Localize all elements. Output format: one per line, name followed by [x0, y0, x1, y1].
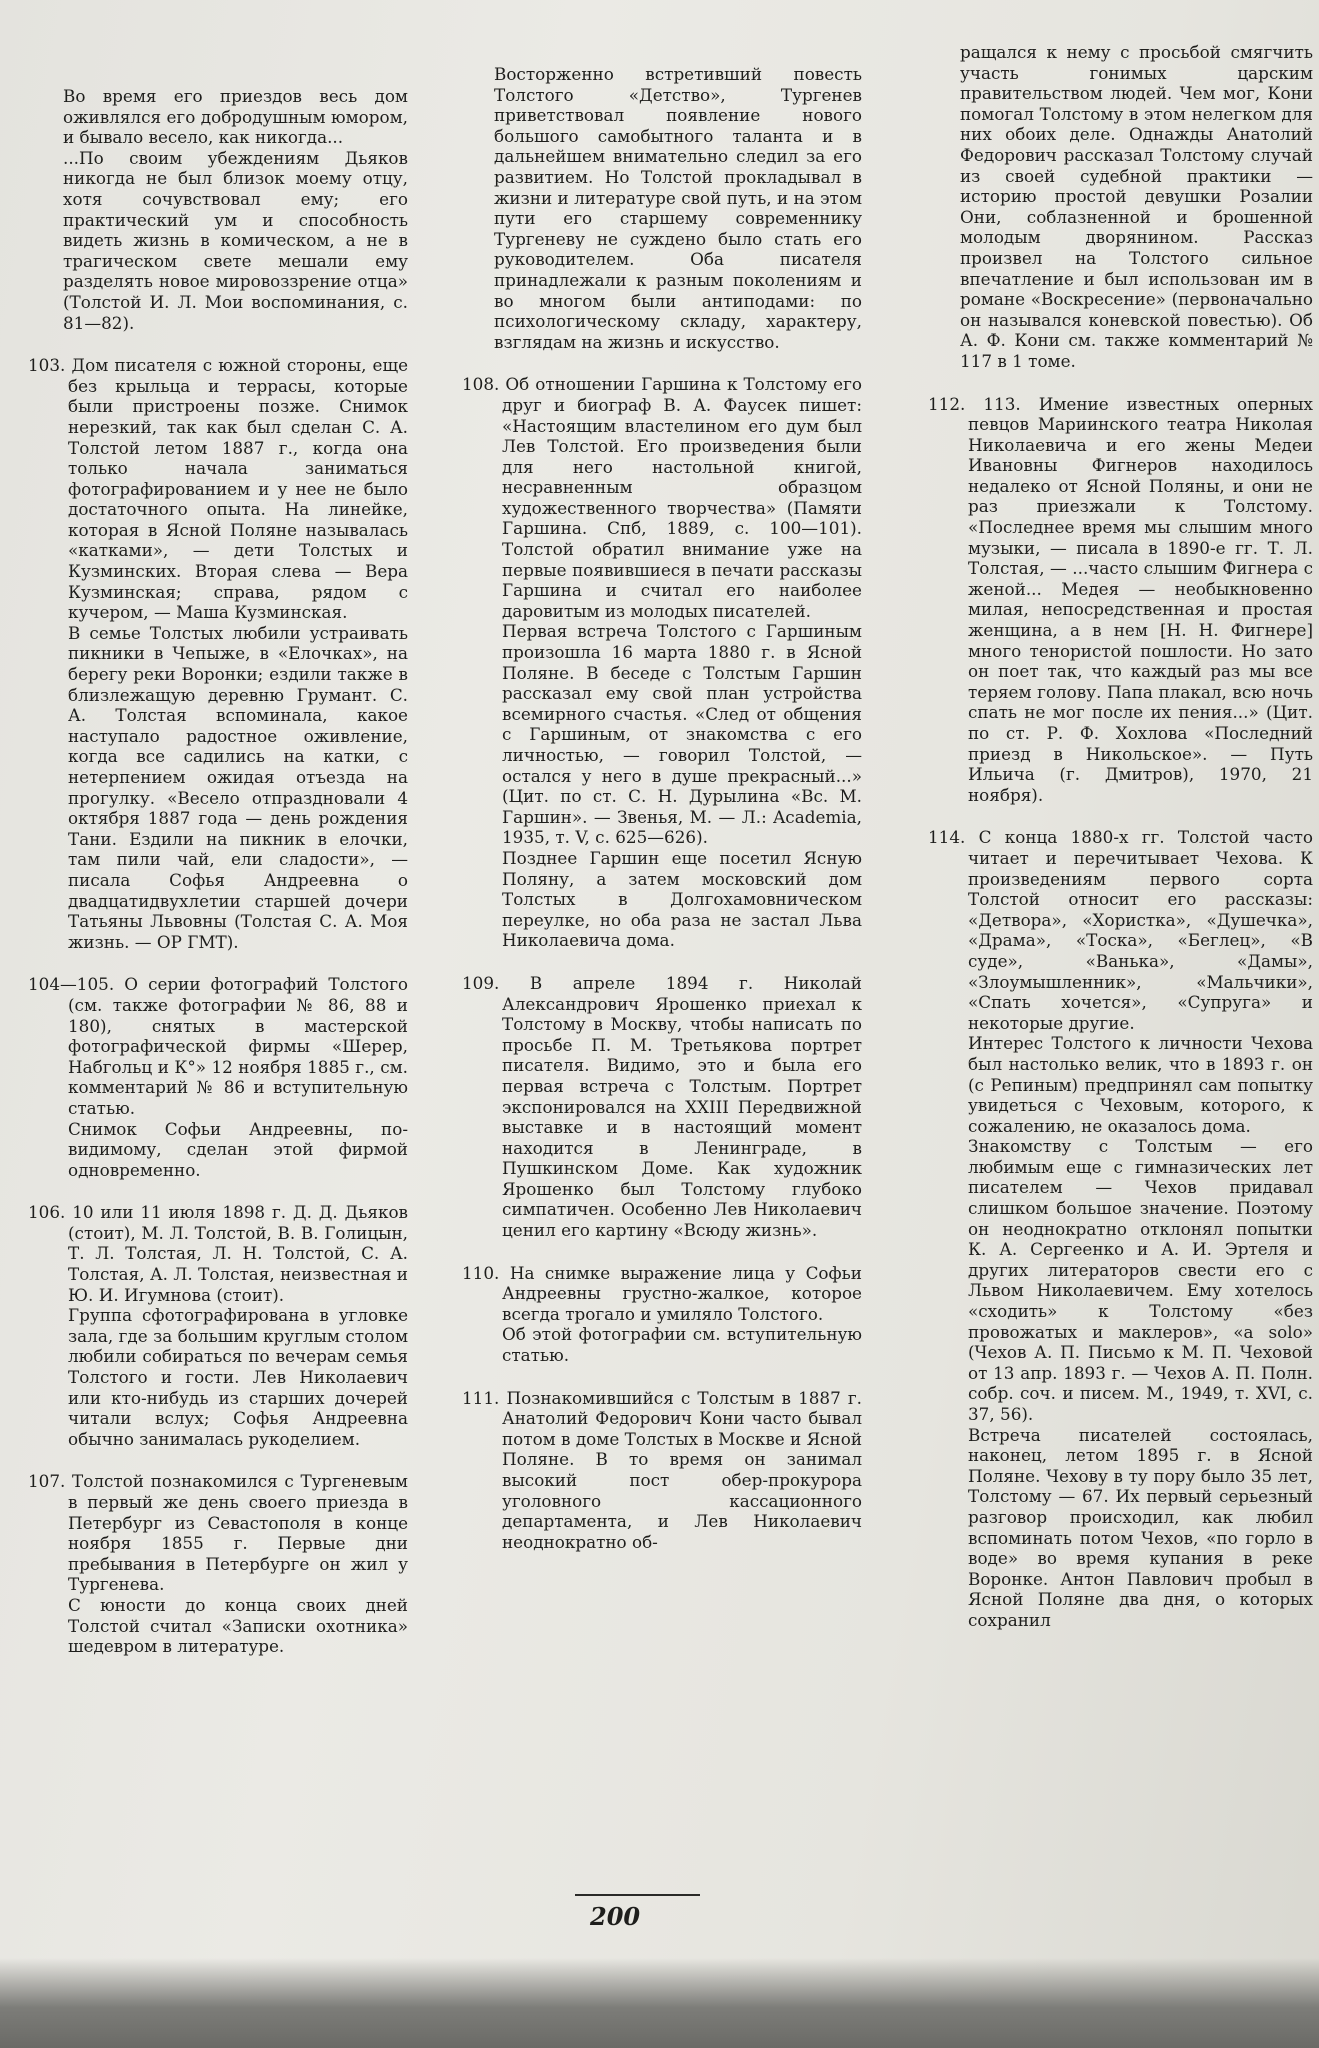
entry-paragraph: Снимок Софьи Андреевны, по-видимому, сделан этой фирмой одновременно. [68, 1118, 408, 1180]
entry-text: С конца 1880-х гг. Толстой часто читает и перечитывает Чехова. К произведениям первого сорта Толстой относит его рассказы: «Детвора», «Хористка», «Душечка», «Драма», «Тоска», «Беглец», «В суде», «Ванька», «Дамы», «Злоумышленник», «Мальчики», «Спать хочется», «Супруга» и некоторые другие. [968, 827, 1313, 1033]
entry-number: 104—105. [28, 974, 115, 995]
left-column [28, 86, 408, 1679]
entry-text: О серии фотографий Толстого (см. также фотографии № 86, 88 и 180), снятых в мастерской фотографической фирмы «Шерер, Набгольц и К°» 12 ноября 1885 г., см. комментарий № 86 и вступительную статью. [68, 974, 408, 1118]
entry-text: Об отношении Гаршина к Толстому его друг и биограф В. А. Фаусек пишет: «Настоящим властелином его дум был Лев Толстой. Его произведения были для него настольной книгой, несравненным образцом художественного творчества» (Памяти Гаршина. Спб, 1889, с. 100—101). Толстой обратил внимание уже на первые появившиеся в печати рассказы Гаршина и считал его наиболее даровитым из молодых писателей. [502, 374, 862, 621]
entry-number: 103. [28, 355, 66, 376]
entry-number: 110. [462, 1262, 500, 1283]
entry-paragraph: С юности до конца своих дней Толстой считал «Записки охотника» шедевром в литературе. [68, 1594, 408, 1657]
comment-entry-108 [462, 374, 862, 951]
comment-entry-111 [462, 1388, 862, 1553]
entry-paragraph: Первая встреча Толстого с Гаршиным произошла 16 марта 1880 г. в Ясной Поляне. В беседе с Толстым Гаршин рассказал ему свой план устройства всемирного счастья. «След от общения с Гаршиным, от знакомства с его личностью, — говорил Толстой, — остался у него в душе прекрасный...» (Цит. по ст. С. Н. Дурылина «Вс. М. Гаршин». — Звенья, М. — Л.: Academia, 1935, т. V, с. 625—626). [502, 621, 862, 848]
continued-paragraph: Восторженно встретивший повесть Толстого «Детство», Тургенев приветствовал появление нового большого самобытного таланта и в дальнейшем внимательно следил за его развитием. Но Толстой прокладывал в жизни и литературе свой путь, и на этом пути его старшему современнику Тургеневу не суждено было стать его руководителем. Оба писателя принадлежали к разным поколениям и во многом были антиподами: по психологическому складу, характеру, взглядам на жизнь и искусство. [494, 64, 862, 352]
entry-text: Дом писателя с южной стороны, еще без крыльца и террасы, которые были пристроены позже. Снимок нерезкий, так как был сделан С. А. Толстой летом 1887 г., когда она только начала заниматься фотографированием и у нее не было достаточного опыта. На линейке, которая в Ясной Поляне называлась «катками», — дети Толстых и Кузминских. Вторая слева — Вера Кузминская; справа, рядом с кучером, — Маша Кузминская. [68, 355, 408, 623]
entry-paragraph [462, 1263, 862, 1325]
entry-paragraph: Об этой фотографии см. вступительную статью. [502, 1324, 862, 1366]
entry-paragraph [462, 1388, 862, 1553]
entry-paragraph [28, 355, 408, 623]
entry-paragraph: Позднее Гаршин еще посетил Ясную Поляну, а затем московский дом Толстых в Долгохамовническом переулке, но оба раза не застал Льва Николаевича дома. [502, 847, 862, 951]
comment-entry-103 [28, 355, 408, 952]
page-number: 200 [590, 1902, 641, 1931]
entry-paragraph [928, 827, 1313, 1033]
intro-quote [28, 86, 408, 333]
entry-text: Имение известных оперных певцов Мариинского театра Николая Николаевича и его жены Медеи Ивановны Фигнеров находилось недалеко от Ясной Поляны, и они не раз приезжали к Толстому. «Последнее время мы слышим много музыки, — писала в 1890-е гг. Т. Л. Толстая, — ...часто слышим Фигнера с женой... Медея — необыкновенно милая, непосредственная и простая женщина, а в нем [Н. Н. Фигнере] много тенористой пошлости. Но зато он поет так, что каждый раз мы все теряем голову. Папа плакал, всю ночь спать не мог после их пения...» (Цит. по ст. Р. Ф. Хохлова «Последний приезд в Никольское». — Путь Ильича (г. Дмитров), 1970, 21 ноября). [968, 393, 1313, 805]
continued-paragraph: ращался к нему с просьбой смягчить участь гонимых царским правительством людей. Чем мог, Кони помогал Толстому в этом нелегком для них обоих деле. Однажды Анатолий Федорович рассказал Толстому случай из своей судебной практики — историю простой девушки Розалии Они, соблазненной и брошенной молодым дворянином. Рассказ произвел на Толстого сильное впечатление и был использован им в романе «Воскресение» (первоначально он назывался коневской повестью). Об А. Ф. Кони см. также комментарий № 117 в 1 томе. [960, 42, 1313, 371]
entry-text: Познакомившийся с Толстым в 1887 г. Анатолий Федорович Кони часто бывал потом в доме Толстых в Москве и Ясной Поляне. В то время он занимал высокий пост обер-прокурора уголовного кассационного департамента, и Лев Николаевич неоднократно об- [502, 1387, 863, 1552]
entry-text: В апреле 1894 г. Николай Александрович Ярошенко приехал к Толстому в Москву, чтобы написать по просьбе П. М. Третьякова портрет писателя. Видимо, это и была его первая встреча с Толстым. Портрет экспонировался на XXIII Передвижной выставке и в настоящий момент находится в Ленинграде, в Пушкинском Доме. Как художник Ярошенко был Толстому глубоко симпатичен. Особенно Лев Николаевич ценил его картину «Всюду жизнь». [502, 972, 862, 1241]
entry-paragraph [462, 973, 862, 1241]
entry-text: На снимке выражение лица у Софьи Андреевны грустно-жалкое, которое всегда трогало и умиляло Толстого. [502, 1262, 862, 1324]
entry-number: 109. [462, 972, 500, 993]
entry-paragraph [462, 374, 862, 621]
comment-entry-106 [28, 1202, 408, 1449]
right-column [928, 42, 1313, 1653]
comment-entry-112-113 [928, 394, 1313, 806]
entry-paragraph: Встреча писателей состоялась, наконец, летом 1895 г. в Ясной Поляне. Чехову в ту пору было 35 лет, Толстому — 67. Их первый серьезный разговор происходил, как любил вспоминать потом Чехов, «по горло в воде» во время купания в реке Воронке. Антон Павлович пробыл в Ясной Поляне два дня, о которых сохранил [968, 1424, 1313, 1630]
entry-paragraph: В семье Толстых любили устраивать пикники в Чепыже, в «Елочках», на берегу реки Воронки; ездили также в близлежащую деревню Грумант. С. А. Толстая вспоминала, какое наступало радостное оживление, когда все садились на катки, с нетерпением ожидая отъезда на прогулку. «Весело отпраздновали 4 октября 1887 года — день рождения Тани. Ездили на пикник в елочки, там пили чай, ели сладости», — писала Софья Андреевна о двадцатидвухлетии старшей дочери Татьяны Львовны (Толстая С. А. Моя жизнь. — ОР ГМТ). [68, 622, 408, 952]
middle-column [462, 64, 862, 1574]
folio-rule [575, 1894, 700, 1896]
comment-entry-107 [28, 1471, 408, 1656]
intro-paragraph: ...По своим убеждениям Дьяков никогда не был близок моему отцу, хотя сочувствовал ему; его практический ум и способность видеть жизнь в комическом, а не в трагическом свете мешали ему разделять новое мировоззрение отца» (Толстой И. Л. Мои воспоминания, с. 81—82). [63, 147, 408, 333]
entry-paragraph: Группа сфотографирована в угловке зала, где за большим круглым столом любили собираться по вечерам семья Толстого и гости. Лев Николаевич или кто-нибудь из старших дочерей читали вслух; Софья Андреевна обычно занималась рукоделием. [68, 1305, 408, 1449]
entry-number: 112. 113. [928, 393, 1021, 414]
entry-paragraph [928, 394, 1313, 806]
intro-paragraph: Во время его приездов весь дом оживлялся его добродушным юмором, и бывало весело, как никогда... [63, 86, 408, 148]
entry-number: 111. [462, 1387, 500, 1408]
comment-entry-109 [462, 973, 862, 1241]
entry-number: 107. [28, 1471, 66, 1492]
comment-entry-110 [462, 1263, 862, 1366]
entry-number: 106. [28, 1202, 66, 1223]
page-edge-shadow [0, 1958, 1319, 2048]
entry-paragraph [28, 974, 408, 1118]
entry-text: Толстой познакомился с Тургеневым в первый же день своего приезда в Петербург из Севастополя в конце ноября 1855 г. Первые дни пребывания в Петербурге он жил у Тургенева. [68, 1471, 408, 1595]
entry-text: 10 или 11 июля 1898 г. Д. Д. Дьяков (стоит), М. Л. Толстой, В. В. Голицын, Т. Л. Толстая, Л. Н. Толстой, С. А. Толстая, А. Л. Толстая, неизвестная и Ю. И. Игумнова (стоит). [68, 1202, 408, 1305]
entry-paragraph: Знакомству с Толстым — его любимым еще с гимназических лет писателем — Чехов придавал слишком большое значение. Поэтому он неоднократно отклонял попытки К. А. Сергеенко и А. И. Эртеля и других литераторов свести его с Львом Николаевичем. Ему хотелось «сходить» к Толстому «без провожатых и маклеров», «a solo» (Чехов А. П. Письмо к М. П. Чеховой от 13 апр. 1893 г. — Чехов А. П. Полн. собр. соч. и писем. М., 1949, т. XVI, с. 37, 56). [968, 1136, 1313, 1424]
entry-number: 114. [928, 827, 966, 848]
entry-paragraph [28, 1202, 408, 1305]
entry-paragraph: Интерес Толстого к личности Чехова был настолько велик, что в 1893 г. он (с Репиным) предпринял сам попытку увидеться с Чеховым, которого, к сожалению, не оказалось дома. [968, 1033, 1313, 1136]
entry-number: 108. [462, 374, 500, 395]
comment-entry-114 [928, 827, 1313, 1630]
entry-paragraph [28, 1471, 408, 1595]
comment-entry-104-105 [28, 974, 408, 1180]
